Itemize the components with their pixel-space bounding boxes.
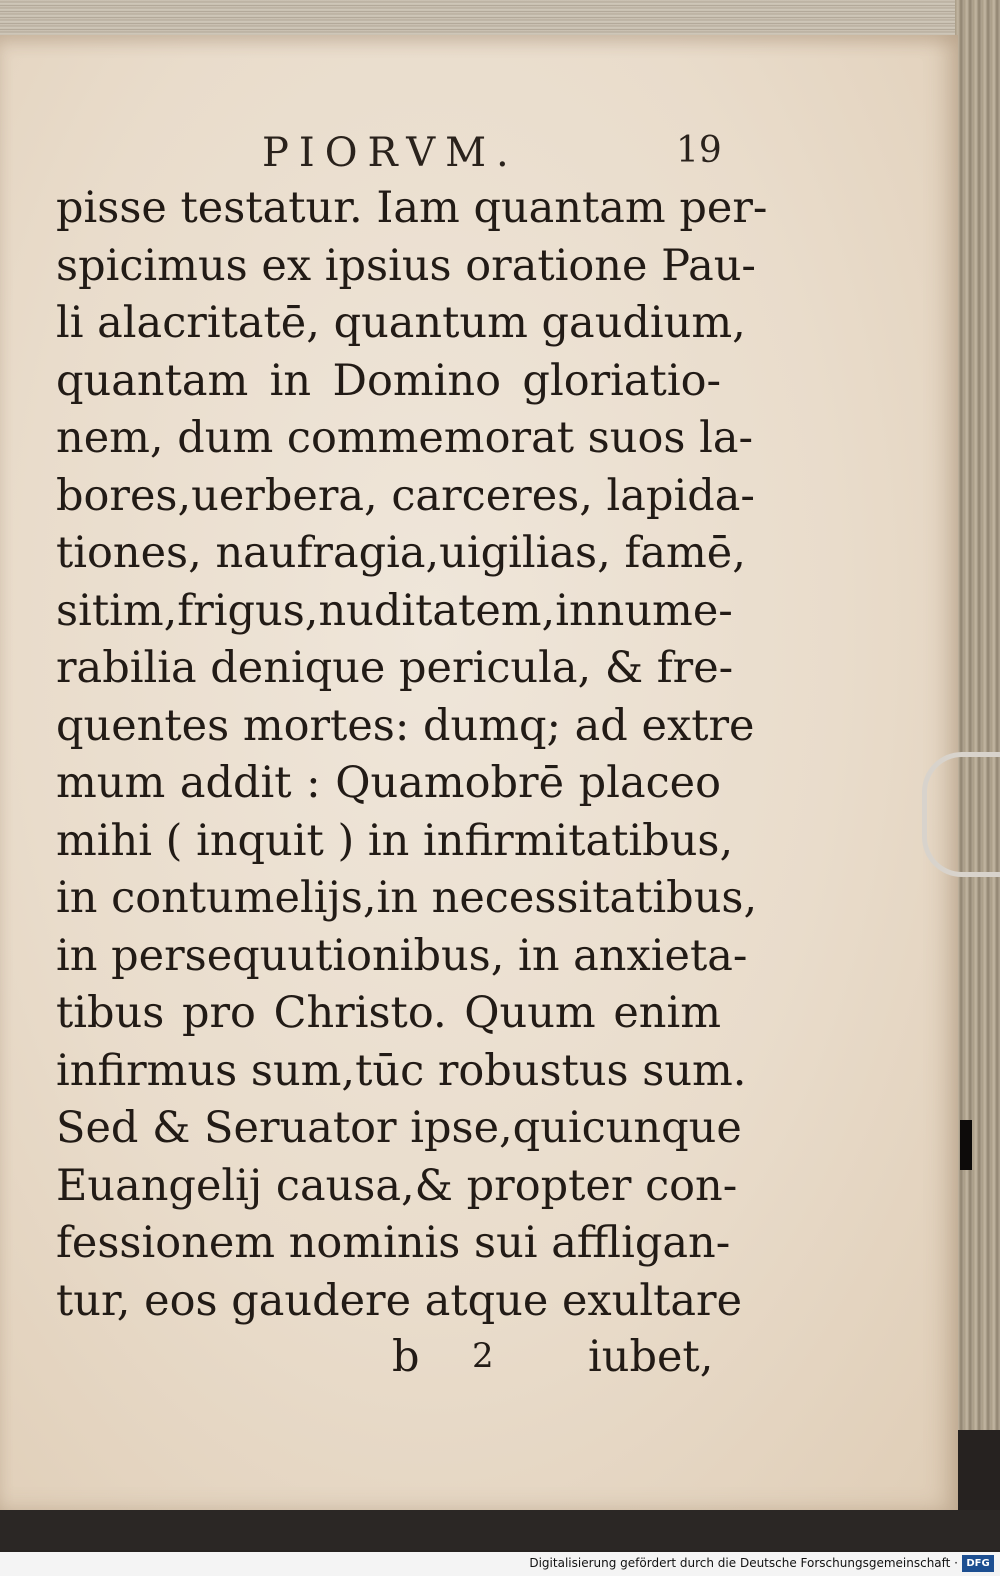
text-line: infirmus sum,tūc robustus sum. [56,1045,747,1096]
dfg-logo: DFG [962,1555,994,1572]
text-line: bores,uerbera, carceres, lapida- [56,470,755,521]
text-line: mum addit : Quamobrē placeo [56,758,721,808]
signature-mark: b [392,1332,420,1382]
catchword: iubet, [588,1332,714,1382]
digitization-footer [0,1552,1000,1576]
text-line: tiones, naufragia,uigilias, famē, [56,528,746,578]
text-line: Sed & Seruator ipse,quicunque [56,1103,742,1153]
page-edges-top [0,0,960,40]
running-title: PIORVM. [262,130,519,176]
page-clip [922,752,1000,877]
page-tab-marker [960,1120,972,1170]
text-line: li alacritatē, quantum gaudium, [56,298,746,348]
page-number: 19 [676,130,722,171]
text-line: spicimus ex ipsius oratione Pau- [56,240,756,291]
page-edges-right [955,0,1000,1430]
text-line: pisse testatur. Iam quantam per- [56,183,768,233]
text-line: nem, dum commemorat suos la- [56,413,753,463]
signature-number: 2 [472,1336,494,1376]
text-line: rabilia denique pericula, & fre- [56,643,734,693]
text-line: tibus pro Christo. Quum enim [56,988,721,1038]
text-line: quantam in Domino gloriatio- [56,355,721,406]
text-line: Euangelij causa,& propter con- [56,1160,738,1211]
text-line: mihi ( inquit ) in infirmitatibus, [56,815,734,866]
funding-credit: Digitalisierung gefördert durch die Deutsche Forschungsgemeinschaft · [529,1556,958,1570]
body-text [56,180,768,1330]
text-line: fessionem nominis sui affligan- [56,1218,731,1268]
catch-line [0,1332,1000,1392]
scan-bottom-shadow [0,1510,1000,1550]
text-line: sitim,frigus,nuditatem,innume- [56,585,733,636]
running-head [0,130,1000,180]
text-line: tur, eos gaudere atque exultare [56,1275,743,1326]
text-line: quentes mortes: dumq; ad extre [56,700,755,751]
text-line: in persequutionibus, in anxieta- [56,930,748,981]
text-line: in contumelijs,in necessitatibus, [56,873,758,923]
